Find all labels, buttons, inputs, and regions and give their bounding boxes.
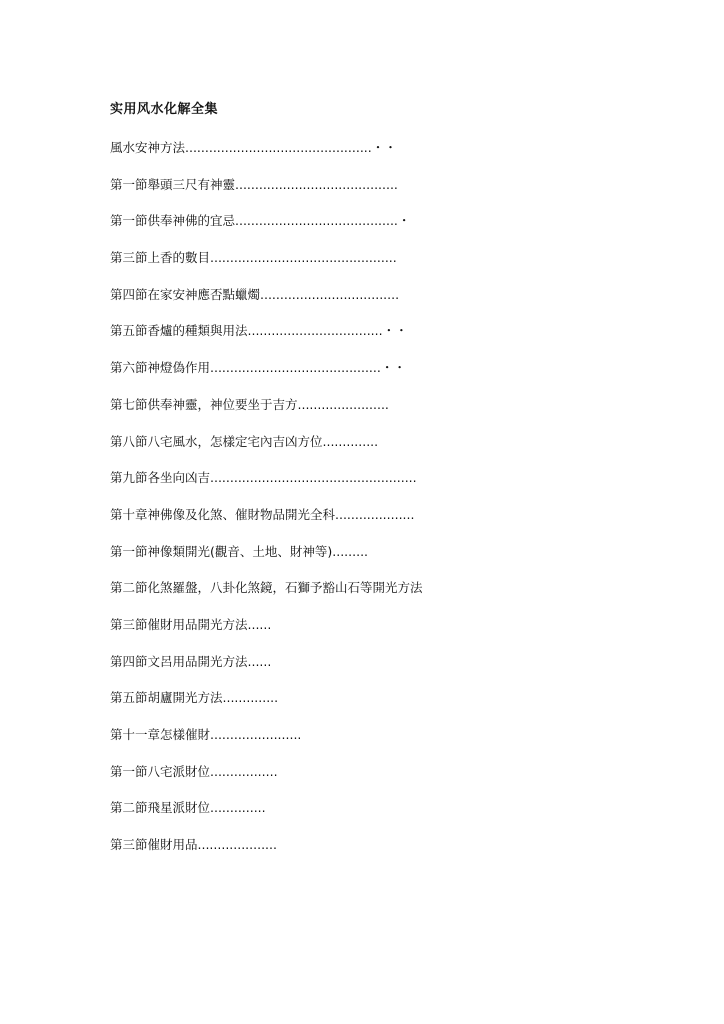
toc-line: 第二節飛星派財位.............. xyxy=(110,800,266,816)
toc-line: 第一節神像類開光(觀音、土地、財神等)......... xyxy=(110,543,369,559)
toc-line: 第十一章怎樣催財....................... xyxy=(110,727,302,742)
toc-line: 風水安神方法...............................................・・ xyxy=(110,140,397,155)
toc-line: 第五節胡廬開光方法.............. xyxy=(110,690,279,706)
toc-line: 第八節八宅風水，怎樣定宅內吉凶方位.............. xyxy=(110,433,379,449)
toc-line: 第三節上香的數目............................................... xyxy=(110,250,397,266)
toc-line: 第四節在家安神應否點蠟燭................................... xyxy=(110,286,400,302)
toc-line: 第六節神燈偽作用...........................................・・ xyxy=(110,360,406,376)
toc-line: 第一節舉頭三尺有神靈......................................... xyxy=(110,176,398,192)
toc-line: 第一節八宅派財位................. xyxy=(110,763,278,779)
toc-line: 第九節各坐向凶吉.................................................... xyxy=(110,470,417,486)
toc-line: 第四節文呂用品開光方法...... xyxy=(110,653,272,669)
table-of-contents xyxy=(110,140,670,874)
toc-line: 第二節化煞羅盤，八卦化煞鏡，石獅予豁山石等開光方法 xyxy=(110,580,423,596)
document-title: 实用风水化解全集 xyxy=(110,102,219,117)
toc-line: 第七節供奉神靈，神位要坐于吉方....................... xyxy=(110,396,389,412)
toc-line: 第五節香爐的種類與用法..................................・・ xyxy=(110,323,408,339)
toc-line: 第十章神佛像及化煞、催財物品開光全科.................... xyxy=(110,506,415,522)
toc-line: 第三節催財用品.................... xyxy=(110,837,277,853)
toc-line: 第一節供奉神佛的宜忌.........................................・ xyxy=(110,213,411,229)
toc-line: 第三節催財用品開光方法...... xyxy=(110,616,272,632)
